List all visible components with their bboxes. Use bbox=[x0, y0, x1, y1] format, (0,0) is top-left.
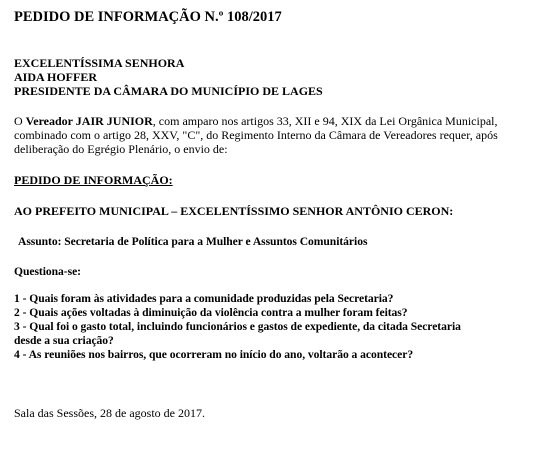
addressee-line-2: AIDA HOFFER bbox=[14, 70, 98, 84]
intro-line-1 bbox=[14, 114, 497, 128]
addressee-line-1: EXCELENTÍSSIMA SENHORA bbox=[14, 56, 185, 70]
addressee-line-3: PRESIDENTE DA CÂMARA DO MUNICÍPIO DE LAGES bbox=[14, 84, 323, 98]
intro-prefix: O bbox=[14, 114, 26, 128]
questions-heading: Questiona-se: bbox=[14, 265, 81, 278]
intro-line-2: combinado com o artigo 28, XXV, "C", do Regimento Interno da Câmara de Vereadores requer, após bbox=[14, 128, 498, 142]
question-3-line-1: 3 - Qual foi o gasto total, incluindo funcionários e gastos de expediente, da citada Secretaria bbox=[14, 320, 461, 333]
question-2: 2 - Quais ações voltadas à diminuição da violência contra a mulher foram feitas? bbox=[14, 306, 408, 319]
document-title: PEDIDO DE INFORMAÇÃO N.º 108/2017 bbox=[14, 9, 282, 25]
section-heading: PEDIDO DE INFORMAÇÃO: bbox=[14, 173, 173, 187]
question-1: 1 - Quais foram às atividades para a comunidade produzidas pela Secretaria? bbox=[14, 292, 394, 305]
intro-legal-basis: , com amparo nos artigos 33, XII e 94, XIX da Lei Orgânica Municipal, bbox=[152, 114, 498, 128]
recipient-line: AO PREFEITO MUNICIPAL – EXCELENTÍSSIMO SENHOR ANTÔNIO CERON: bbox=[14, 204, 454, 218]
intro-line-3: deliberação do Egrégio Plenário, o envio de: bbox=[14, 142, 228, 156]
subject-line: Assunto: Secretaria de Política para a Mulher e Assuntos Comunitários bbox=[18, 235, 368, 248]
intro-author: Vereador JAIR JUNIOR bbox=[25, 114, 153, 128]
closing-line: Sala das Sessões, 28 de agosto de 2017. bbox=[14, 406, 205, 420]
question-3-line-2: desde a sua criação? bbox=[14, 334, 114, 347]
question-4: 4 - As reuniões nos bairros, que ocorreram no início do ano, voltarão a acontecer? bbox=[14, 348, 414, 361]
